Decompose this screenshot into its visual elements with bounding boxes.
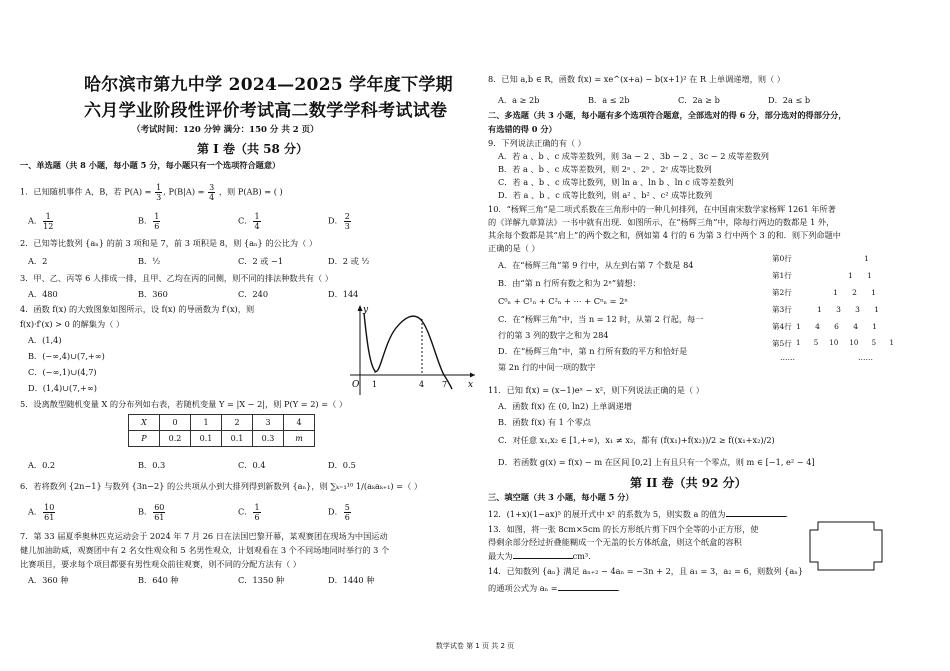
q5-option-a: A．0.2 bbox=[28, 460, 56, 470]
table-row bbox=[129, 415, 315, 431]
section-single-choice: 一、单选题（共 8 小题，每小题 5 分，每小题只有一个选项符合题意） bbox=[20, 160, 281, 170]
table-cell: X bbox=[129, 415, 160, 431]
q11-option-a: A．函数 f(x) 在 (0, ln2) 上单调递增 bbox=[498, 401, 632, 411]
q1-option-d: D． $\frac{2}{3}$ bbox=[328, 212, 350, 231]
question-4-line2: f(x)·f′(x) > 0 的解集为（ ） bbox=[20, 319, 125, 329]
part2-title: 第 II 卷（共 92 分） bbox=[630, 476, 747, 490]
q3-option-c: C．240 bbox=[238, 289, 269, 299]
table-cell: 2 bbox=[222, 415, 253, 431]
section-multi-choice-1: 二、多选题（共 3 小题，每小题有多个选项符合题意，全部选对的得 6 分，部分选对的得部分分， bbox=[488, 110, 847, 120]
q1-pa: P(A) = bbox=[124, 186, 152, 197]
table-cell: 0.1 bbox=[222, 431, 253, 447]
question-11: 11．已知 f(x) = (x−1)eˣ − x²，则下列说法正确的是（ ） bbox=[488, 385, 704, 395]
triangle-row-nums: 1 bbox=[864, 254, 869, 263]
page-footer: 数学试卷 第 1 页 共 2 页 bbox=[435, 642, 515, 650]
graph-origin-label: O bbox=[352, 380, 360, 390]
q7-option-d: D．1440 种 bbox=[328, 575, 375, 585]
q4-option-a: A．(1,4) bbox=[28, 335, 62, 345]
title-line2: 六月学业阶段性评价考试高二数学学科考试试卷 bbox=[84, 101, 448, 121]
q6-stem: 6．若将数列 {2n−1} 与数列 {3n−2} 的公共项从小到大排列得到新数列 {aₙ}，则 bbox=[20, 481, 328, 491]
q4-option-d: D．(1,4)∪(7,+∞) bbox=[28, 383, 97, 393]
answer-blank[interactable] bbox=[726, 508, 786, 517]
q1-option-c: C． $\frac{1}{4}$ bbox=[238, 212, 260, 231]
question-1: 1．已知随机事件 A，B，若 P(A) = $\frac{1}{3}$ , P(B|A) = $\frac{3}{4}$ ，则 P(AB) = ( ) bbox=[20, 183, 283, 202]
q10-option-b-line1: B．由“第 n 行所有数之和为 2ⁿ”猜想： bbox=[498, 278, 641, 288]
question-5: 5．设离散型随机变量 X 的分布列如右表，若随机变量 Y = |X − 2|，则 P(Y = 2) =（ ） bbox=[20, 399, 348, 409]
table-cell: 0.1 bbox=[191, 431, 222, 447]
table-cell: m bbox=[284, 431, 315, 447]
q5-option-d: D．0.5 bbox=[328, 460, 356, 470]
q2-option-d: D．2 或 ½ bbox=[328, 256, 370, 266]
triangle-row-label: 第3行 bbox=[772, 305, 792, 314]
q10-option-c-line1: C．在“杨辉三角”中，当 n = 12 时，从第 2 行起，每一 bbox=[498, 314, 704, 324]
question-12: 12．(1+x)(1−ax)⁵ 的展开式中 x² 的系数为 5，则实数 a 的值为 ． bbox=[488, 509, 794, 519]
q1-pab: P(AB) = ( ) bbox=[237, 186, 283, 197]
triangle-row-nums: 1 2 1 bbox=[833, 288, 876, 297]
q6-option-b: B． $\frac{60}{61}$ bbox=[138, 503, 165, 522]
q8-option-c: C．2a ≥ b bbox=[678, 95, 720, 105]
question-7-line1: 7．第 33 届夏季奥林匹克运动会于 2024 年 7 月 26 日在法国巴黎开幕，某观赛团在现场为中国运动 bbox=[20, 531, 388, 541]
function-graph bbox=[340, 303, 480, 398]
question-4-line1: 4．函数 f(x) 的大致图象如图所示，设 f(x) 的导函数为 f′(x)，则 bbox=[20, 304, 255, 314]
graph-tick-1: 1 bbox=[372, 380, 378, 389]
section-fill-blank: 三、填空题（共 3 小题，每小题 5 分） bbox=[488, 492, 634, 502]
q4-option-c: C．(−∞,1)∪(4,7) bbox=[28, 367, 97, 377]
table-cell: 0 bbox=[160, 415, 191, 431]
q11-c-inequality: (f(x₁)+f(x₂))/2 ≥ f((x₁+x₂)/2) bbox=[660, 435, 775, 445]
q6-option-a: A． $\frac{10}{61}$ bbox=[28, 503, 55, 522]
q7-option-b: B．640 种 bbox=[138, 575, 179, 585]
graph-y-label: y bbox=[363, 305, 369, 315]
q1-frac2: $\frac{3}{4}$ bbox=[209, 183, 215, 202]
question-9: 9．下列说法正确的有（ ） bbox=[488, 138, 586, 148]
table-cell: 0.3 bbox=[253, 431, 284, 447]
q7-option-c: C．1350 种 bbox=[238, 575, 285, 585]
left-column bbox=[20, 0, 474, 671]
triangle-row-nums: 1 3 3 1 bbox=[817, 305, 879, 314]
answer-blank[interactable] bbox=[513, 550, 573, 559]
q5-option-b: B．0.3 bbox=[138, 460, 166, 470]
q4-option-b: B．(−∞,4)∪(7,+∞) bbox=[28, 351, 105, 361]
question-13-line2: 得剩余部分经过折叠能糊成一个无盖的长方体纸盒，则这个纸盒的容积 bbox=[488, 537, 742, 547]
q1-frac1: $\frac{1}{3}$ bbox=[156, 183, 162, 202]
question-2: 2．已知等比数列 {aₙ} 的前 3 项和是 7，前 3 项积是 8，则 {aₙ} 的公比为（ ） bbox=[20, 238, 318, 248]
triangle-row-nums: 1 4 6 4 1 bbox=[796, 322, 878, 331]
triangle-row-nums: 1 5 10 10 5 1 bbox=[796, 339, 894, 347]
q5-option-c: C．0.4 bbox=[238, 460, 266, 470]
q6-option-d: D． $\frac{5}{6}$ bbox=[328, 503, 350, 522]
q10-option-c-line2: 行的第 3 列的数字之和为 284 bbox=[498, 330, 609, 340]
q3-option-a: A．480 bbox=[28, 289, 58, 299]
q9-option-b: B．若 a 、b 、c 成等差数列，则 2ᵃ 、2ᵇ 、2ᶜ 成等比数列 bbox=[498, 164, 712, 174]
graph-x-label: x bbox=[468, 380, 474, 390]
q8-option-b: B．a ≤ 2b bbox=[588, 95, 630, 105]
triangle-dots-left: …… bbox=[780, 353, 795, 362]
distribution-table bbox=[128, 414, 315, 447]
q1-option-b: B． $\frac{1}{6}$ bbox=[138, 212, 160, 231]
q6-option-c: C． $\frac{1}{6}$ bbox=[238, 503, 260, 522]
q10-option-a: A．在“杨辉三角”第 9 行中，从左到右第 7 个数是 84 bbox=[498, 260, 694, 270]
q11-option-b: B．函数 f(x) 有 1 个零点 bbox=[498, 417, 591, 427]
q10-option-d-line1: D．在“杨辉三角”中，第 n 行所有数的平方和恰好是 bbox=[498, 346, 688, 356]
q1-pba: P(B|A) = bbox=[168, 186, 205, 197]
right-column bbox=[488, 0, 894, 671]
q9-option-d: D．若 a 、b 、c 成等比数列，则 a² 、b² 、c² 成等比数列 bbox=[498, 190, 713, 200]
q9-option-a: A．若 a 、b 、c 成等差数列，则 3a − 2 、3b − 2 、3c − 2 成等差数列 bbox=[498, 151, 769, 161]
q9-option-c: C．若 a 、b 、c 成等比数列，则 ln a 、ln b 、ln c 成等差数列 bbox=[498, 177, 734, 187]
question-13-line3: 最大为 cm³． bbox=[488, 551, 597, 561]
question-14-line1: 14．已知数列 {aₙ} 满足 aₙ₊₂ − 4aₙ = −3n + 2，且 a₁ = 3，a₂ = 6，则数列 {aₙ} bbox=[488, 566, 804, 576]
q8-option-a: A．a ≥ 2b bbox=[498, 95, 540, 105]
question-8: 8．已知 a,b ∈ R，函数 f(x) = xe^(x+a) − b(x+1)² 在 R 上单调递增，则（ ） bbox=[488, 74, 785, 84]
q6-sum: ∑ₖ₌₁¹⁰ 1/(aₖaₖ₊₁) =（ ） bbox=[330, 481, 423, 491]
table-cell: 0.2 bbox=[160, 431, 191, 447]
q2-option-b: B．½ bbox=[138, 256, 161, 266]
q2-option-a: A．2 bbox=[28, 256, 48, 266]
graph-tick-7: 7 bbox=[442, 380, 448, 389]
q11-option-d: D．若函数 g(x) = f(x) − m 在区间 [0,2] 上有且只有一个零点，则 m ∈ [−1, e² − 4] bbox=[498, 457, 815, 467]
question-6 bbox=[20, 481, 422, 492]
triangle-row-label: 第5行 bbox=[772, 339, 792, 348]
table-row bbox=[129, 431, 315, 447]
section-multi-choice-2: 有选错的得 0 分） bbox=[488, 124, 557, 134]
answer-blank[interactable] bbox=[558, 582, 618, 591]
table-cell: 3 bbox=[253, 415, 284, 431]
q7-option-a: A．360 种 bbox=[28, 575, 69, 585]
q3-option-d: D．144 bbox=[328, 289, 359, 299]
title-line1: 哈尔滨市第九中学 2024—2025 学年度下学期 bbox=[84, 75, 453, 95]
question-13-line1: 13．如图，将一张 8cm×5cm 的长方形纸片剪下四个全等的小正方形，使 bbox=[488, 524, 759, 534]
exam-info: （考试时间：120 分钟 满分：150 分 共 2 页） bbox=[132, 125, 319, 135]
q8-option-d: D．2a ≤ b bbox=[768, 95, 811, 105]
triangle-row-label: 第2行 bbox=[772, 288, 792, 297]
q11-option-c: C．对任意 x₁,x₂ ∈ [1,+∞)，x₁ ≠ x₂，都有 (f(x₁)+f(x₂))/2 ≥ f((x₁+x₂)/2) bbox=[498, 435, 775, 445]
question-7-line3: 比赛项目，要求每个项目都要有男性观众前往观赛，则不同的分配方法有（ ） bbox=[20, 559, 301, 569]
part1-title: 第 I 卷（共 58 分） bbox=[197, 142, 309, 156]
question-10-line3: 其余每个数都是其“肩上”的两个数之和，例如第 4 行的 6 为第 3 行中两个 3 的和．则下列命题中 bbox=[488, 230, 841, 240]
q3-option-b: B．360 bbox=[138, 289, 168, 299]
question-14-line2: 的通项公式为 aₙ = ． bbox=[488, 583, 626, 593]
triangle-row-label: 第0行 bbox=[772, 254, 792, 263]
q1-stem-b: ，则 bbox=[218, 186, 236, 197]
graph-tick-4: 4 bbox=[419, 380, 425, 389]
triangle-dots-right: …… bbox=[858, 353, 873, 362]
triangle-row-nums: 1 1 bbox=[848, 271, 872, 280]
q1-stem-a: 1．已知随机事件 A，B，若 bbox=[20, 186, 122, 197]
question-7-line2: 健儿加油助威，观赛团中有 2 名女性观众和 5 名男性观众，计划观看在 3 个不同场地同时举行的 3 个 bbox=[20, 545, 390, 555]
question-10-line2: 的《详解九章算法》一书中就有出现．如图所示，在“杨辉三角”中，除每行两边的数都是 1 外， bbox=[488, 217, 835, 227]
paper-diagram bbox=[808, 520, 884, 572]
q10-option-b-line2: C⁰ₙ + C¹ₙ + C²ₙ + ⋯ + Cⁿₙ = 2ⁿ bbox=[498, 296, 628, 306]
q10-option-d-line2: 第 2n 行的中间一项的数字 bbox=[498, 362, 596, 372]
triangle-row-label: 第4行 bbox=[772, 322, 792, 331]
q1-option-a: A． $\frac{1}{12}$ bbox=[28, 212, 54, 231]
question-10-line4: 正确的是（ ） bbox=[488, 243, 540, 253]
triangle-row-label: 第1行 bbox=[772, 271, 792, 280]
question-10-line1: 10．“杨辉三角”是二项式系数在三角形中的一种几何排列，在中国南宋数学家杨辉 1261 年所著 bbox=[488, 204, 836, 214]
table-cell: P bbox=[129, 431, 160, 447]
table-cell: 4 bbox=[284, 415, 315, 431]
q2-option-c: C．2 或 −1 bbox=[238, 256, 284, 266]
table-cell: 1 bbox=[191, 415, 222, 431]
question-3: 3．甲、乙、丙等 6 人排成一排，且甲、乙均在丙的同侧，则不同的排法种数共有（ ） bbox=[20, 273, 333, 283]
